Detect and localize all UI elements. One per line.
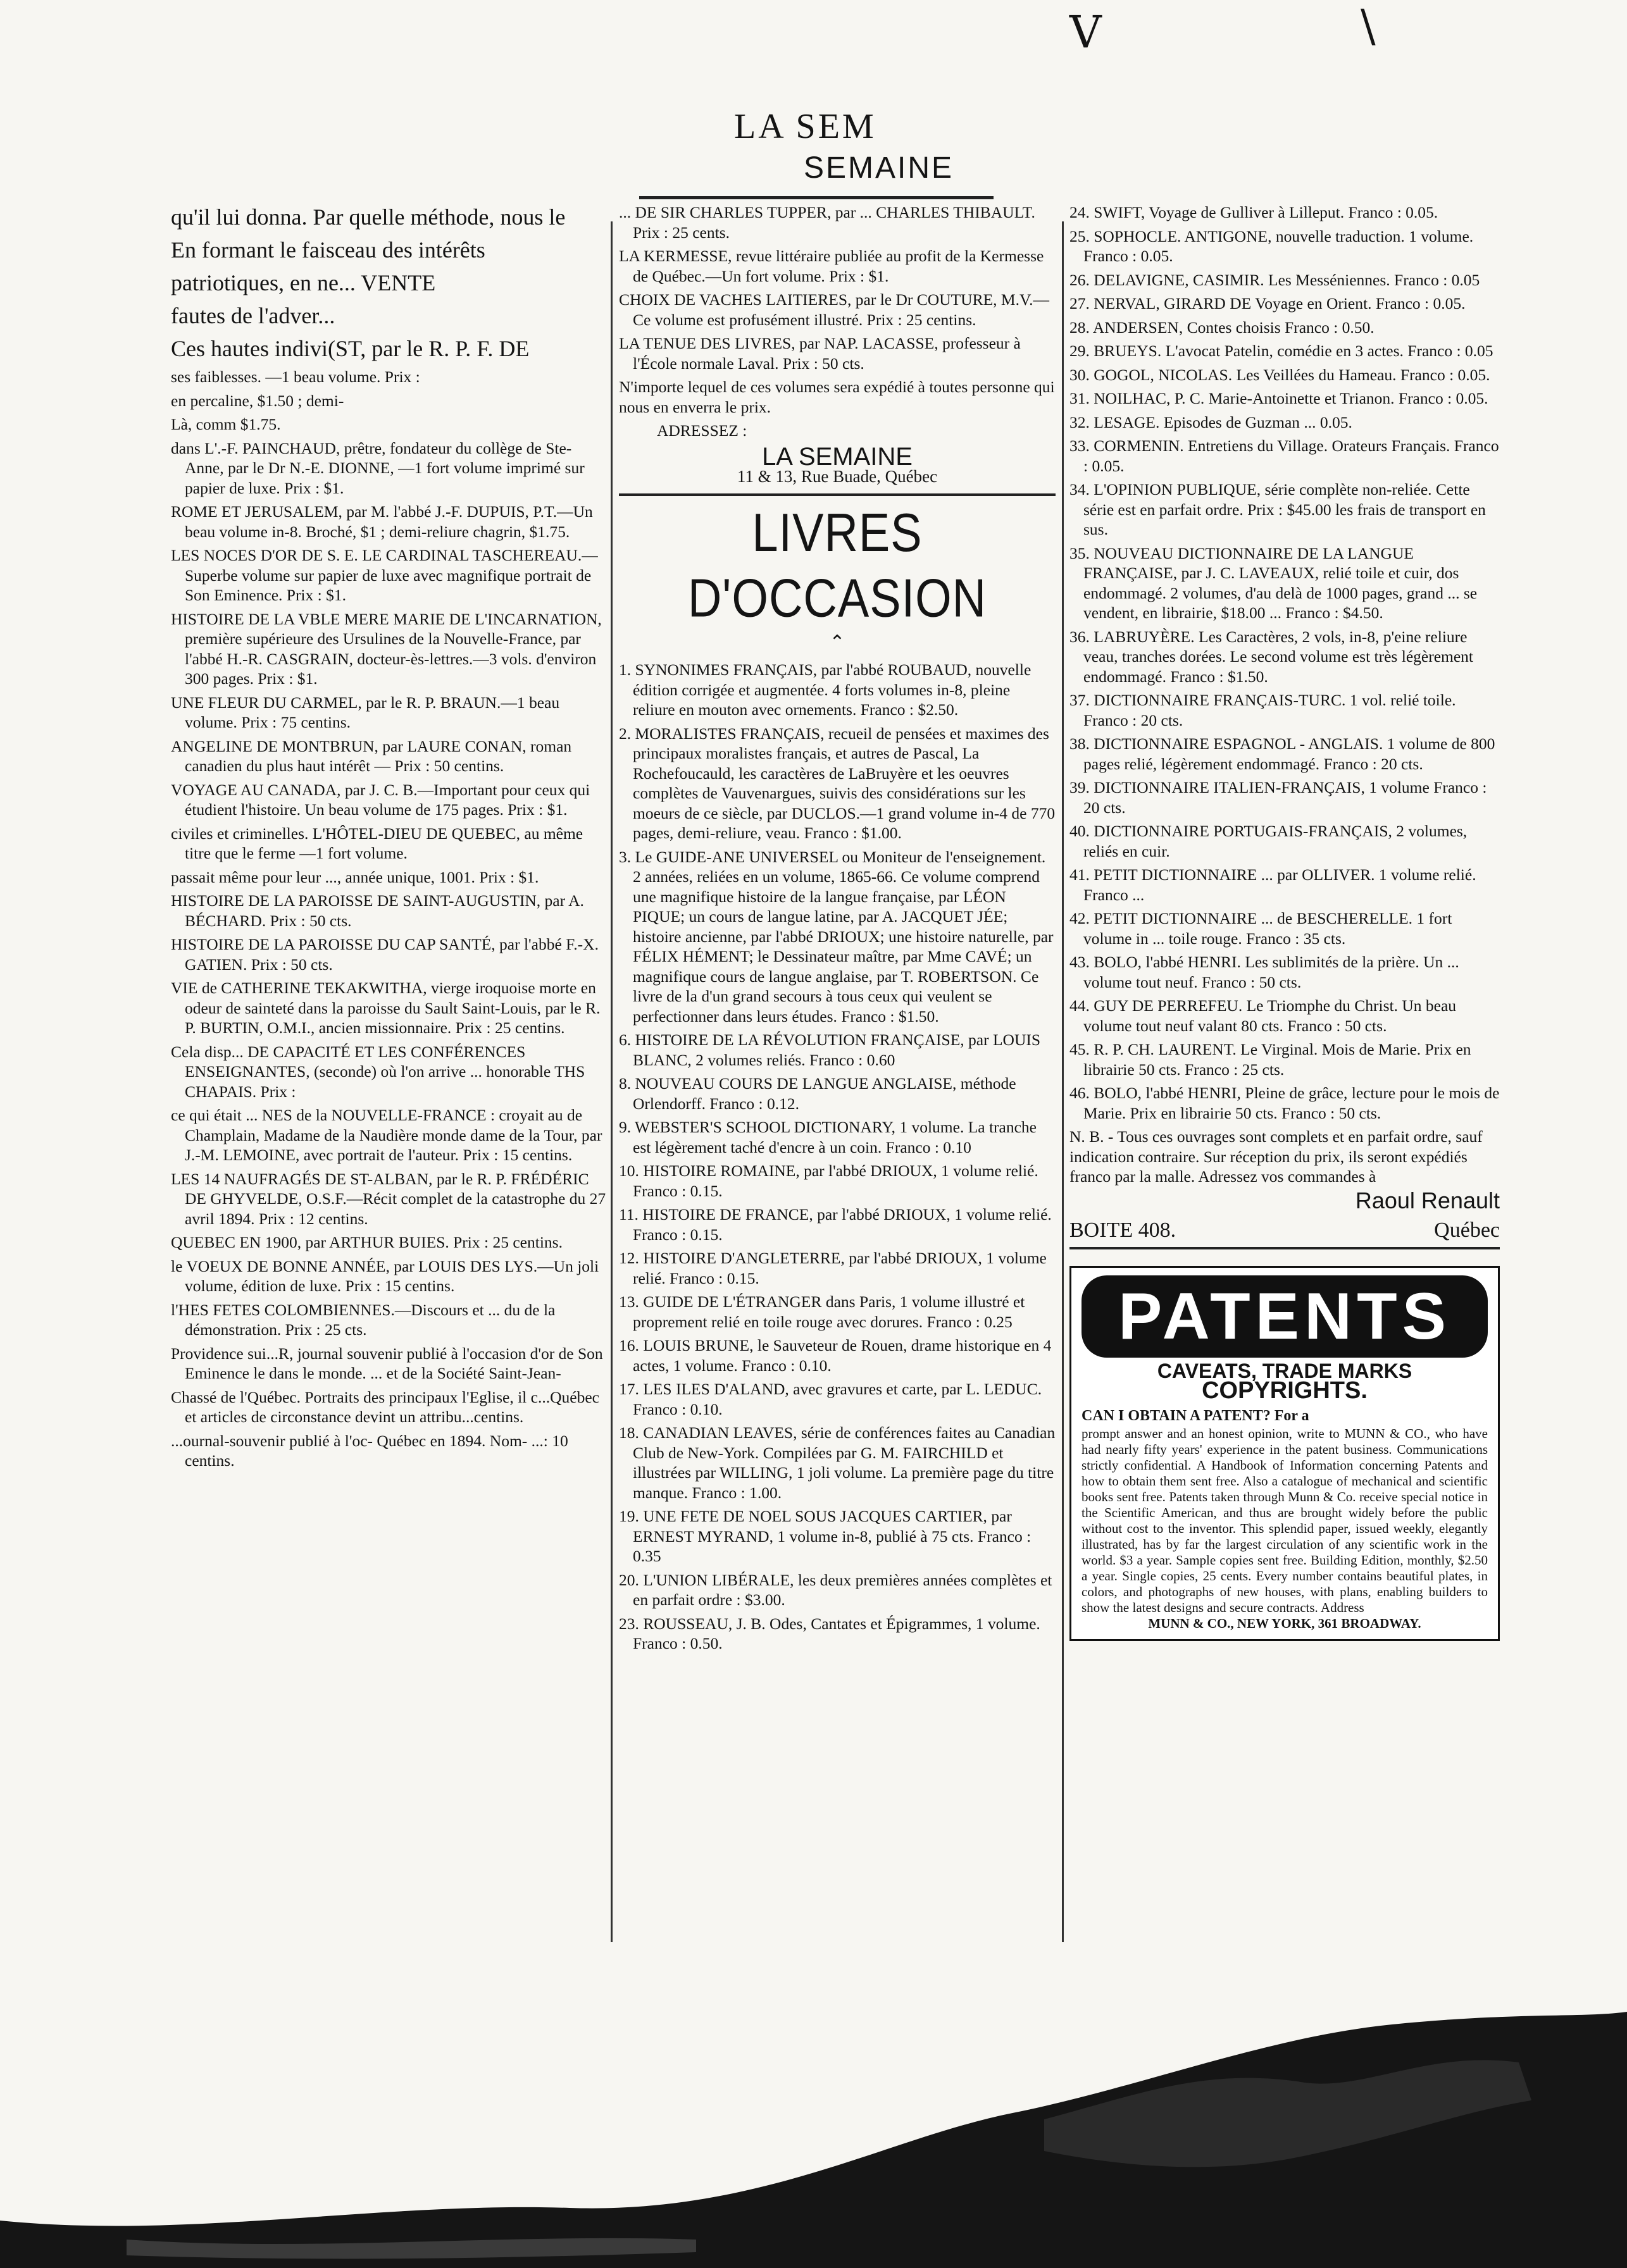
book-listing: 31. NOILHAC, P. C. Marie-Antoinette et Trianon. Franco : 0.05. [1069, 389, 1488, 407]
book-listing: Chassé de l'Québec. Portraits des principaux l'Eglise, il c...Québec et articles de circonstance devint un attribu...centins. [171, 1387, 599, 1426]
book-listing: 1. SYNONIMES FRANÇAIS, par l'abbé ROUBAUD, nouvelle édition corrigée et augmentée. 4 forts volumes in-8, pleine reliure en mouton avec ornements. Franco : $2.50. [619, 660, 1032, 719]
book-listing: 24. SWIFT, Voyage de Gulliver à Lilleput. Franco : 0.05. [1069, 203, 1438, 221]
book-listing: l'HES FETES COLOMBIENNES.—Discours et ... du de la démonstration. Prix : 25 cts. [171, 1300, 556, 1339]
section-rule [619, 493, 1056, 496]
book-listing: HISTOIRE DE LA VBLE MERE MARIE DE L'INCARNATION, première supérieure des Ursulines de la Nouvelle-France, par l'abbé H.-R. CASGRAIN, docteur-ès-lettres.—3 vols. d'environ 300 pages. Prix : $1. [171, 609, 602, 688]
text-line: En formant le faisceau des intérêts [171, 237, 485, 263]
patent-title: PATENTS [1082, 1275, 1488, 1358]
book-listing: 2. MORALISTES FRANÇAIS, recueil de pensées et maximes des principaux moralistes français, et autres de Pascal, La Rochefoucauld, les caractères de LaBruyère et les oeuvres complètes de Vauvenargues, suivis des considérations sur les moeurs de ce siècle, par DUCLOS.—1 grand volume in-4 de 770 pages, demi-reliure, veau. Franco : $1.00. [619, 724, 1056, 842]
book-listing: 36. LABRUYÈRE. Les Caractères, 2 vols, in-8, p'eine reliure veau, tranches dorées. Le second volume est très légèrement endommagé. Franco : $1.50. [1069, 627, 1473, 686]
book-listing: 8. NOUVEAU COURS DE LANGUE ANGLAISE, méthode Orlendorff. Franco : 0.12. [619, 1074, 1016, 1113]
book-listing: VOYAGE AU CANADA, par J. C. B.—Important pour ceux qui étudient l'histoire. Un beau volume de 175 pages. Prix : $1. [171, 780, 590, 819]
book-listing: 10. HISTOIRE ROMAINE, par l'abbé DRIOUX, 1 volume relié. Franco : 0.15. [619, 1162, 1038, 1200]
section-rule [1069, 1247, 1500, 1249]
book-listing: 32. LESAGE. Episodes de Guzman ... 0.05. [1069, 412, 1352, 431]
book-listing: LA TENUE DES LIVRES, par NAP. LACASSE, professeur à l'École normale Laval. Prix : 50 cts. [619, 334, 1021, 373]
book-listing: 42. PETIT DICTIONNAIRE ... de BESCHERELLE. 1 fort volume in ... toile rouge. Franco : 35 cts. [1069, 909, 1452, 948]
column-middle [619, 202, 1056, 1658]
book-listing: 19. UNE FETE DE NOEL SOUS JACQUES CARTIER, par ERNEST MYRAND, 1 volume in-8, publié à 75 cts. Franco : 0.35 [619, 1507, 1032, 1565]
book-listing: 18. CANADIAN LEAVES, série de conférences faites au Canadian Club de New-York. Compilées par G. M. FAIRCHILD et illustrées par WILLING, 1 joli volume. La première page du titre manque. Franco : 1.00. [619, 1423, 1056, 1502]
book-listing: CHOIX DE VACHES LAITIERES, par le Dr COUTURE, M.V.—Ce volume est profusément illustré. Prix : 25 centins. [619, 290, 1049, 329]
book-listing: 35. NOUVEAU DICTIONNAIRE DE LA LANGUE FRANÇAISE, par J. C. LAVEAUX, relié toile et cuir, dos endommagé. 2 volumes, d'au delà de 1000 pages, grand ... se vendent, en librairie, $18.00 ... Franco : $4.50. [1069, 543, 1478, 622]
signature-line [1069, 1220, 1500, 1241]
book-listing: 40. DICTIONNAIRE PORTUGAIS-FRANÇAIS, 2 volumes, reliés en cuir. [1069, 822, 1468, 860]
book-listing: 25. SOPHOCLE. ANTIGONE, nouvelle traduction. 1 volume. Franco : 0.05. [1069, 226, 1474, 265]
scan-smudge [0, 2012, 1627, 2268]
announce-name: LA SEMAINE [762, 442, 913, 471]
book-listing: HISTOIRE DE LA PAROISSE DU CAP SANTÉ, par l'abbé F.-X. GATIEN. Prix : 50 cts. [171, 935, 599, 974]
book-listing: 41. PETIT DICTIONNAIRE ... par OLLIVER. 1 volume relié. Franco ... [1069, 865, 1476, 904]
book-listing: 13. GUIDE DE L'ÉTRANGER dans Paris, 1 volume illustré et proprement relié en toile rouge avec dorures. Franco : 0.25 [619, 1292, 1025, 1331]
book-listing: ... DE SIR CHARLES TUPPER, par ... CHARLES THIBAULT. Prix : 25 cents. [619, 203, 1035, 242]
book-listing: ANGELINE DE MONTBRUN, par LAURE CONAN, roman canadien du plus haut intérêt — Prix : 50 centins. [171, 736, 572, 775]
text-line: qu'il lui donna. Par quelle méthode, nous le [171, 204, 566, 230]
book-listing: Providence sui...R, journal souvenir publié à l'occasion d'or de Son Eminence le dans le monde. ... et de la Société Saint-Jean- [171, 1344, 603, 1382]
text-line: patriotiques, en ne... VENTE [171, 270, 436, 295]
handwritten-mark: V [1069, 6, 1102, 58]
address-label: ADRESSEZ : [657, 421, 747, 440]
book-listing: 33. CORMENIN. Entretiens du Village. Orateurs Français. Franco : 0.05. [1069, 437, 1499, 475]
signature-city: Québec [1434, 1218, 1500, 1242]
text-line: Là, comm $1.75. [171, 415, 281, 433]
book-listing: 20. L'UNION LIBÉRALE, les deux premières années complètes et en parfait ordre : $3.00. [619, 1570, 1052, 1609]
book-listing: LA KERMESSE, revue littéraire publiée au profit de la Kermesse de Québec.—Un fort volume. Prix : $1. [619, 247, 1044, 285]
masthead-rule [639, 196, 994, 199]
announce-address: 11 & 13, Rue Buade, Québec [737, 467, 938, 486]
book-listing: 16. LOUIS BRUNE, le Sauveteur de Rouen, drame historique en 4 actes, 1 volume. Franco : 0.10. [619, 1336, 1052, 1375]
book-listing: 28. ANDERSEN, Contes choisis Franco : 0.50. [1069, 318, 1375, 337]
book-listing: ROME ET JERUSALEM, par M. l'abbé J.-F. DUPUIS, P.T.—Un beau volume in-8. Broché, $1 ; demi-reliure chagrin, $1.75. [171, 502, 593, 541]
book-listing: 37. DICTIONNAIRE FRANÇAIS-TURC. 1 vol. relié toile. Franco : 20 cts. [1069, 691, 1456, 729]
book-listing: HISTOIRE DE LA PAROISSE DE SAINT-AUGUSTIN, par A. BÉCHARD. Prix : 50 cts. [171, 891, 584, 930]
patent-address: MUNN & CO., NEW YORK, 361 BROADWAY. [1148, 1616, 1421, 1631]
masthead-top: LA SEM [734, 107, 876, 146]
book-listing: 11. HISTOIRE DE FRANCE, par l'abbé DRIOUX, 1 volume relié. Franco : 0.15. [619, 1205, 1052, 1244]
book-listing: QUEBEC EN 1900, par ARTHUR BUIES. Prix : 25 centins. [171, 1233, 563, 1251]
patent-body: prompt answer and an honest opinion, write to MUNN & CO., who have had nearly fifty years' experience in the patent business. Communications strictly confidential. A Handbook of Information concerning Patents and how to obtain them sent free. Also a catalogue of mechanical and scientific books sent free. Patents taken through Munn & Co. receive special notice in the Scientific American, and thus are brought widely before the public without cost to the inventor. This splendid paper, issued weekly, elegantly illustrated, has by far the largest circulation of any scientific work in the world. $3 a year. Sample copies sent free. Building Edition, monthly, $2.50 a year. Single copies, 25 cents. Every number contains beautiful plates, in colors, and photographs of new houses, with plans, enabling builders to show the latest designs and secure contracts. Address [1082, 1426, 1488, 1615]
book-listing: 6. HISTOIRE DE LA RÉVOLUTION FRANÇAISE, par LOUIS BLANC, 2 volumes reliés. Franco : 0.60 [619, 1031, 1041, 1069]
column-right [1069, 202, 1500, 1641]
signature-name: Raoul Renault [1355, 1187, 1500, 1213]
patent-subtitle-2: COPYRIGHTS. [1202, 1377, 1368, 1404]
book-listing: 29. BRUEYS. L'avocat Patelin, comédie en 3 actes. Franco : 0.05 [1069, 342, 1493, 360]
book-listing: 45. R. P. CH. LAURENT. Le Virginal. Mois de Marie. Prix en librairie 50 cts. Franco : 25 cts. [1069, 1040, 1471, 1079]
patent-advertisement [1069, 1266, 1500, 1642]
book-listing: 3. Le GUIDE-ANE UNIVERSEL ou Moniteur de l'enseignement. 2 années, reliées en un volume, 1865-66. Ce volume comprend une magnifique histoire de la langue française, par LÉON PIQUE; un cours de langue latine, par A. JACQUET JÉE; histoire ancienne, par l'abbé DRIOUX; une histoire naturelle, par FÉLIX HÉMENT; le Dessinateur maître, par Mme CAVÉ; un magnifique cours de langue anglaise, par T. ROBERTSON. Ce livre de la d'un grand secours à tous ceux qui veulent se perfectionner dans leurs études. Franco : $1.50. [619, 847, 1054, 1026]
book-listing: ce qui était ... NES de la NOUVELLE-FRANCE : croyait au de Champlain, Madame de la Naudière monde dame de la Tour, par J.-M. LEMOINE, avec portrait de l'auteur. Prix : 15 centins. [171, 1106, 602, 1164]
patent-question: CAN I OBTAIN A PATENT? For a [1082, 1407, 1309, 1424]
book-listing: Cela disp... DE CAPACITÉ ET LES CONFÉRENCES ENSEIGNANTES, (seconde) où l'on arrive ... honorable THS CHAPAIS. Prix : [171, 1042, 585, 1101]
book-listing: 12. HISTOIRE D'ANGLETERRE, par l'abbé DRIOUX, 1 volume relié. Franco : 0.15. [619, 1249, 1047, 1287]
book-listing: le VOEUX DE BONNE ANNÉE, par LOUIS DES LYS.—Un joli volume, édition de luxe. Prix : 15 centins. [171, 1256, 599, 1295]
patent-subtitle: CAVEATS, TRADE MARKS [1157, 1359, 1412, 1382]
book-listing: dans L'.-F. PAINCHAUD, prêtre, fondateur du collège de Ste-Anne, par le Dr N.-E. DIONNE, —1 fort volume imprimé sur papier de luxe. Prix : $1. [171, 438, 585, 497]
book-listing: 23. ROUSSEAU, J. B. Odes, Cantates et Épigrammes, 1 volume. Franco : 0.50. [619, 1614, 1040, 1652]
book-listing: 38. DICTIONNAIRE ESPAGNOL - ANGLAIS. 1 volume de 800 pages relié, légèrement endommagé. Franco : 20 cts. [1069, 734, 1495, 773]
book-listing: UNE FLEUR DU CARMEL, par le R. P. BRAUN.—1 beau volume. Prix : 75 centins. [171, 693, 560, 731]
book-listing: civiles et criminelles. L'HÔTEL-DIEU DE QUEBEC, au même titre que le ferme —1 fort volume. [171, 824, 583, 862]
book-listing: VIE de CATHERINE TEKAKWITHA, vierge iroquoise morte en odeur de sainteté dans la paroisse du Sault Saint-Louis, par le R. P. BURTIN, O.M.I., ancien missionnaire. Prix : 25 centins. [171, 979, 601, 1037]
book-listing: 9. WEBSTER'S SCHOOL DICTIONARY, 1 volume. La tranche est légèrement taché d'encre à un coin. Franco : 0.10 [619, 1118, 1037, 1156]
book-listing: 26. DELAVIGNE, CASIMIR. Les Messéniennes. Franco : 0.05 [1069, 270, 1480, 289]
book-listing: LES NOCES D'OR DE S. E. LE CARDINAL TASCHEREAU.—Superbe volume sur papier de luxe avec magnifique portrait de Son Eminence. Prix : $1. [171, 546, 598, 604]
masthead-title: SEMAINE [804, 151, 954, 185]
signature-boite: BOITE 408. [1069, 1218, 1176, 1242]
text-line: fautes de l'adver... [171, 303, 335, 328]
ornament: ⌃ [829, 631, 845, 653]
book-listing: 30. GOGOL, NICOLAS. Les Veillées du Hameau. Franco : 0.05. [1069, 365, 1490, 384]
column-rule [1062, 221, 1064, 1942]
section-title: LIVRES D'OCCASION [687, 502, 987, 628]
notice-text: N. B. - Tous ces ouvrages sont complets et en parfait ordre, sauf indication contraire. Sur réception du prix, ils seront expédiés franco par la malle. Adressez vos commandes à [1069, 1127, 1483, 1186]
book-listing: passait même pour leur ..., année unique, 1001. Prix : $1. [171, 867, 539, 886]
book-listing: 27. NERVAL, GIRARD DE Voyage en Orient. Franco : 0.05. [1069, 294, 1466, 313]
book-listing: 43. BOLO, l'abbé HENRI. Les sublimités de la prière. Un ... volume tout neuf. Franco : 50 cts. [1069, 953, 1459, 991]
text-line: en percaline, $1.50 ; demi- [171, 391, 344, 410]
book-listing: ...ournal-souvenir publié à l'oc- Québec en 1894. Nom- ...: 10 centins. [171, 1431, 568, 1470]
book-listing: 17. LES ILES D'ALAND, avec gravures et carte, par L. LEDUC. Franco : 0.10. [619, 1380, 1042, 1418]
notice-text: N'importe lequel de ces volumes sera expédié à toutes personne qui nous en enverra le prix. [619, 378, 1055, 416]
book-listing: LES 14 NAUFRAGÉS DE ST-ALBAN, par le R. P. FRÉDÉRIC DE GHYVELDE, O.S.F.—Récit complet de la catastrophe du 27 avril 1894. Prix : 12 centins. [171, 1169, 606, 1228]
book-listing: 44. GUY DE PERREFEU. Le Triomphe du Christ. Un beau volume tout neuf valant 80 cts. Franco : 50 cts. [1069, 996, 1457, 1035]
text-line: ses faiblesses. —1 beau volume. Prix : [171, 368, 420, 386]
handwritten-mark: \ [1361, 0, 1376, 52]
column-rule [611, 221, 613, 1942]
text-line: Ces hautes indivi(ST, par le R. P. F. DE [171, 336, 530, 361]
book-listing: 46. BOLO, l'abbé HENRI, Pleine de grâce, lecture pour le mois de Marie. Prix en librairie 50 cts. Franco : 50 cts. [1069, 1084, 1500, 1122]
book-listing: 39. DICTIONNAIRE ITALIEN-FRANÇAIS, 1 volume Franco : 20 cts. [1069, 778, 1487, 817]
book-listing: 34. L'OPINION PUBLIQUE, série complète non-reliée. Cette série est en parfait ordre. Prix : $45.00 les frais de transport en sus. [1069, 480, 1486, 538]
column-left [171, 202, 608, 1475]
